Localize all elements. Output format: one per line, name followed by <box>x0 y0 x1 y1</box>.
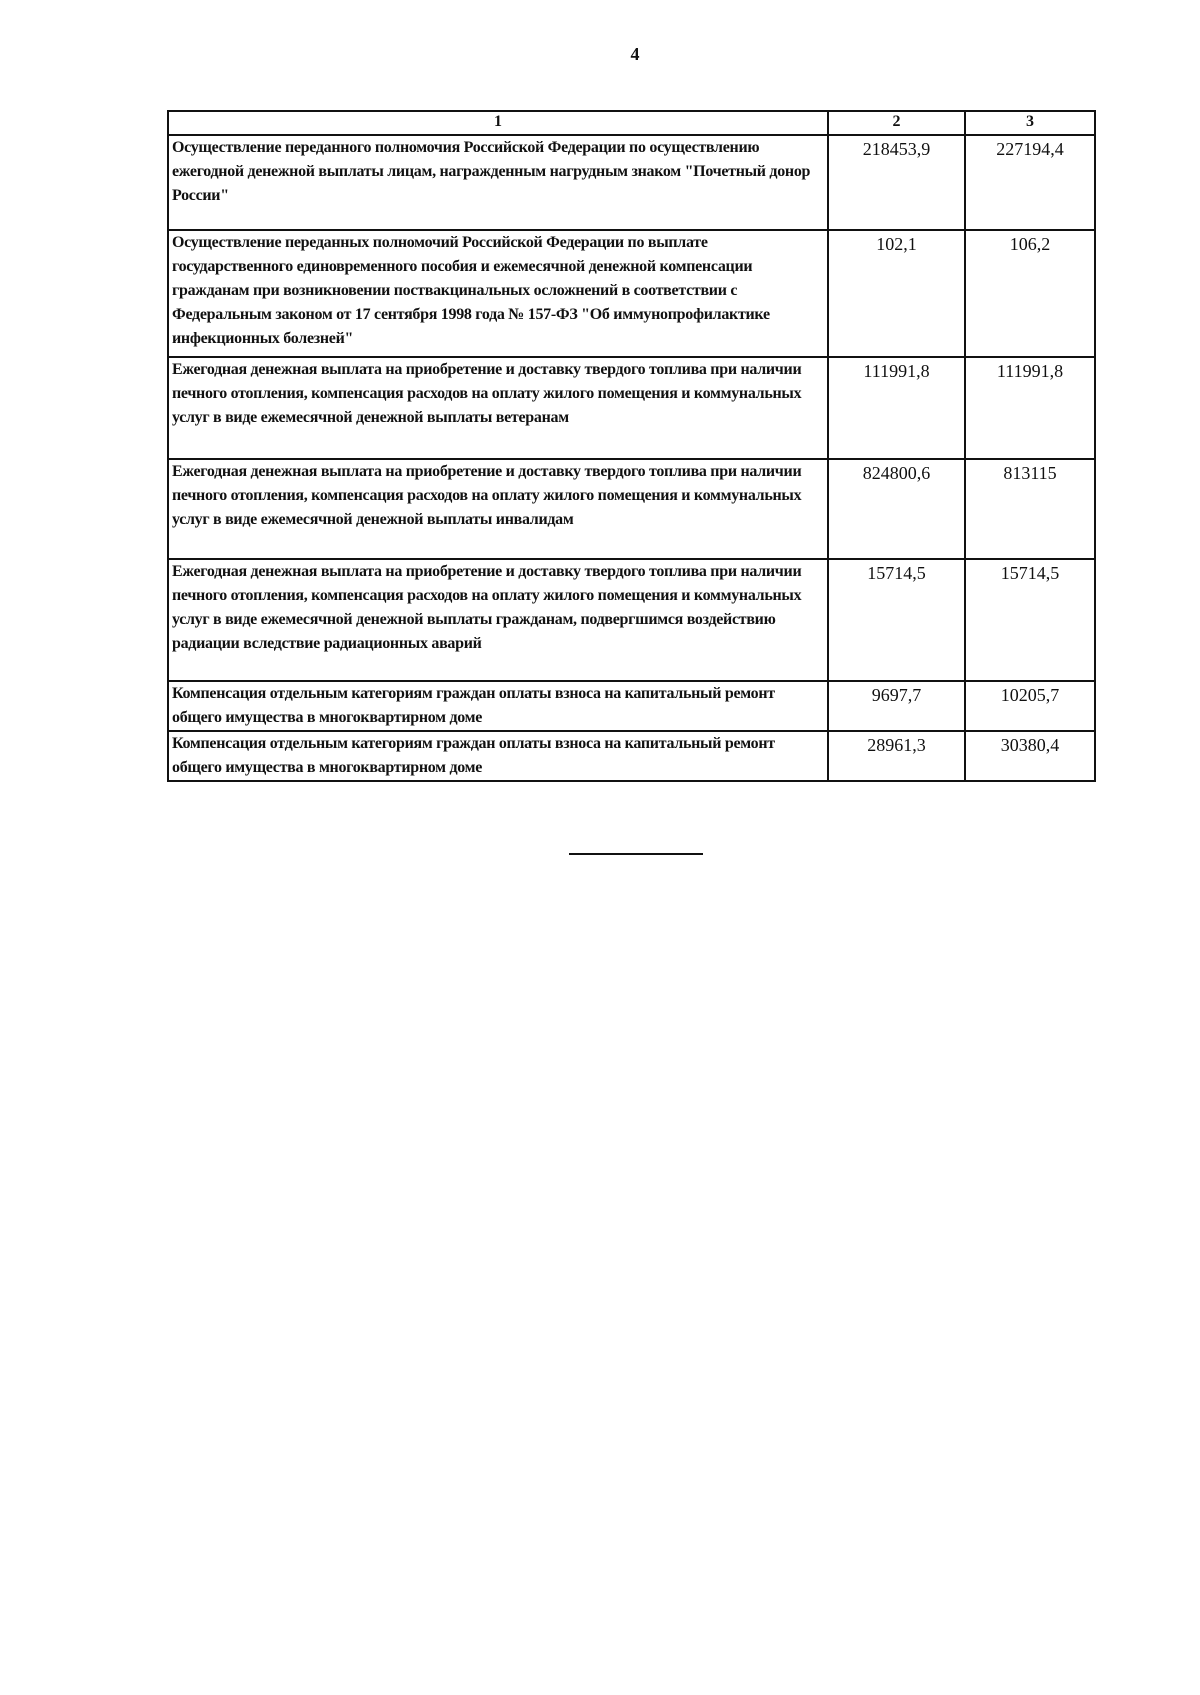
column-header-3: 3 <box>965 111 1095 135</box>
table-header-row <box>168 111 1095 135</box>
row-value-col3: 227194,4 <box>965 135 1095 230</box>
row-description: Компенсация отдельным категориям граждан оплаты взноса на капитальный ремонт общего имущества в многоквартирном доме <box>168 681 828 731</box>
row-value-col3: 106,2 <box>965 230 1095 357</box>
table-row <box>168 731 1095 781</box>
table-row <box>168 459 1095 559</box>
table-row <box>168 135 1095 230</box>
row-description: Компенсация отдельным категориям граждан оплаты взноса на капитальный ремонт общего имущества в многоквартирном доме <box>168 731 828 781</box>
row-value-col2: 824800,6 <box>828 459 965 559</box>
row-value-col2: 28961,3 <box>828 731 965 781</box>
table-row <box>168 357 1095 459</box>
row-value-col2: 9697,7 <box>828 681 965 731</box>
row-value-col2: 218453,9 <box>828 135 965 230</box>
row-value-col2: 15714,5 <box>828 559 965 681</box>
row-value-col2: 102,1 <box>828 230 965 357</box>
end-of-document-rule <box>569 853 703 855</box>
row-description: Ежегодная денежная выплата на приобретение и доставку твердого топлива при наличии печного отопления, компенсация расходов на оплату жилого помещения и коммунальных услуг в виде ежемесячной денежной выплаты гражданам, подвергшимся воздействию радиации вследствие радиационных аварий <box>168 559 828 681</box>
column-header-2: 2 <box>828 111 965 135</box>
table-row <box>168 559 1095 681</box>
row-description: Ежегодная денежная выплата на приобретение и доставку твердого топлива при наличии печного отопления, компенсация расходов на оплату жилого помещения и коммунальных услуг в виде ежемесячной денежной выплаты инвалидам <box>168 459 828 559</box>
row-description: Осуществление переданных полномочий Российской Федерации по выплате государственного единовременного пособия и ежемесячной денежной компенсации гражданам при возникновении поствакцинальных осложнений в соответствии с Федеральным законом от 17 сентября 1998 года № 157-ФЗ "Об иммунопрофилактике инфекционных болезней" <box>168 230 828 357</box>
column-header-1: 1 <box>168 111 828 135</box>
row-value-col3: 813115 <box>965 459 1095 559</box>
row-value-col2: 111991,8 <box>828 357 965 459</box>
row-description: Ежегодная денежная выплата на приобретение и доставку твердого топлива при наличии печного отопления, компенсация расходов на оплату жилого помещения и коммунальных услуг в виде ежемесячной денежной выплаты ветеранам <box>168 357 828 459</box>
row-value-col3: 15714,5 <box>965 559 1095 681</box>
row-description: Осуществление переданного полномочия Российской Федерации по осуществлению ежегодной денежной выплаты лицам, награжденным нагрудным знаком "Почетный донор России" <box>168 135 828 230</box>
page-number: 4 <box>630 44 640 64</box>
table-row <box>168 230 1095 357</box>
row-value-col3: 10205,7 <box>965 681 1095 731</box>
budget-table <box>167 110 1096 782</box>
table-row <box>168 681 1095 731</box>
row-value-col3: 111991,8 <box>965 357 1095 459</box>
row-value-col3: 30380,4 <box>965 731 1095 781</box>
